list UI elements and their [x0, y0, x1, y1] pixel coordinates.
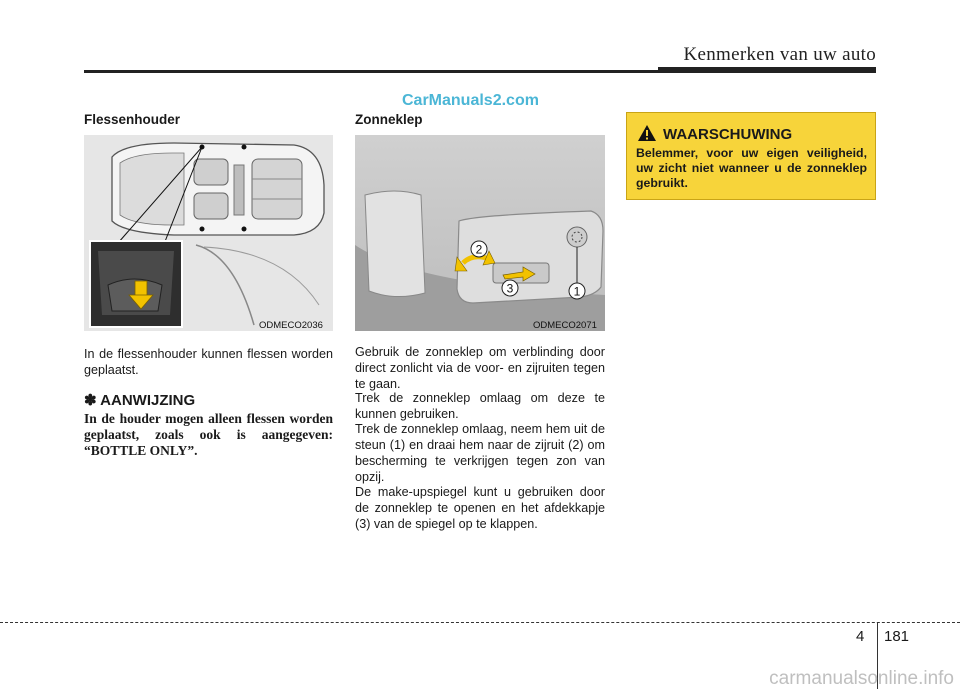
watermark-top[interactable]: CarManuals2.com: [402, 92, 539, 109]
callout-3: 3: [506, 281, 514, 296]
figure-bottle-holder: [84, 135, 333, 331]
section-title-bottle-holder: Flessenhouder: [84, 112, 181, 127]
note-title: ✽ AANWIJZING: [84, 392, 196, 409]
figure-code-bottle: ODMECO2036: [259, 320, 323, 331]
bottle-holder-text: In de flessenhouder kunnen flessen worden geplaatst.: [84, 347, 333, 377]
note-body: In de houder mogen alleen flessen worden geplaatst, zoals ook is aangegeven: “BOTTLE ONLY”.: [84, 411, 333, 458]
car-interior-illustration: [84, 135, 333, 331]
callout-2: 2: [475, 242, 483, 257]
callout-1: 1: [573, 284, 581, 299]
sun-visor-illustration: [355, 135, 605, 331]
footer-rule: [0, 622, 960, 623]
chapter-number: 4: [856, 628, 865, 645]
warning-title: WAARSCHUWING: [663, 126, 793, 143]
figure-code-visor: ODMECO2071: [533, 320, 597, 331]
watermark-bottom[interactable]: carmanualsonline.info: [769, 668, 954, 689]
visor-paragraph-3: Trek de zonneklep omlaag, neem hem uit de steun (1) en draai hem naar de zijruit (2) om bescherming te verkrijgen tegen zon van opzij.: [355, 422, 605, 484]
warning-box: [626, 112, 876, 200]
page-number: 181: [884, 628, 910, 645]
header-rule-accent: [658, 67, 876, 73]
running-header: Kenmerken van uw auto: [683, 44, 876, 65]
warning-triangle-icon: [637, 124, 657, 142]
figure-sun-visor: [355, 135, 605, 331]
visor-paragraph-2: Trek de zonneklep omlaag om deze te kunnen gebruiken.: [355, 391, 605, 421]
section-title-sun-visor: Zonneklep: [355, 112, 423, 127]
visor-paragraph-1: Gebruik de zonneklep om verblinding door direct zonlicht via de voor- en zijruiten tegen te gaan.: [355, 345, 605, 391]
warning-text: Belemmer, voor uw eigen veiligheid, uw zicht niet wanneer u de zonneklep gebruikt.: [636, 146, 867, 190]
visor-paragraph-4: De make-upspiegel kunt u gebruiken door de zonneklep te openen en het afdekkapje (3) van de spiegel op te klappen.: [355, 485, 605, 531]
